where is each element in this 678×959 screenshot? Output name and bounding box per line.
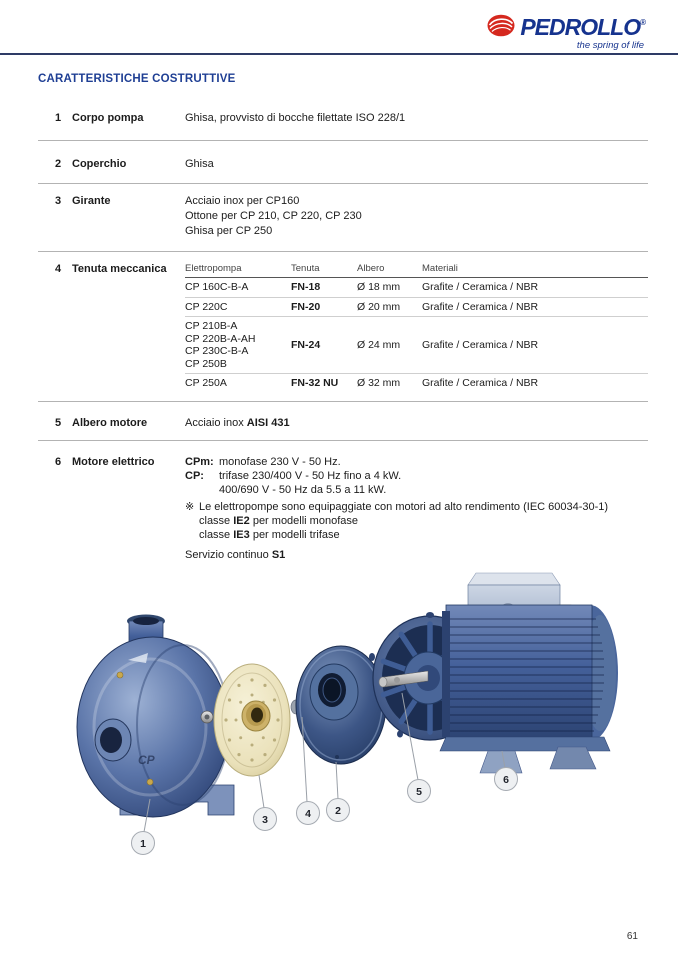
registered-mark: ®: [640, 18, 646, 27]
header-rule: [0, 53, 678, 55]
impeller: [214, 664, 290, 776]
model-cell: CP 220C: [185, 300, 228, 313]
callout-6: [495, 768, 518, 791]
callout-1: [132, 832, 155, 855]
callout-3-label: 3: [262, 814, 268, 826]
spec-description: Acciaio inox AISI 431: [185, 416, 290, 429]
table-row: [185, 317, 648, 374]
efficiency-note: ※ Le elettropompe sono equipaggiate con motori ad alto rendimento (IEC 60034-30-1) classe IE2 per modelli monofase classe IE3 per modelli trifase: [185, 500, 609, 541]
reference-mark: ※: [185, 500, 195, 513]
spec-row-albero-motore: [38, 402, 648, 441]
pump-cast-label: CP: [138, 753, 155, 767]
model-cell: CP 250A: [185, 377, 227, 389]
model-cell: CP 160C-B-A: [185, 281, 249, 293]
spec-line: Ottone per CP 210, CP 220, CP 230: [185, 210, 362, 222]
brand-wordmark: PEDROLLO®: [520, 14, 646, 40]
model-cell: CP 210B-A CP 220B-A-AH CP 230C-B-A CP 250B: [185, 320, 256, 370]
seal-cell: FN-24: [291, 339, 321, 351]
column-header: Materiali: [422, 263, 458, 274]
callout-3: [254, 808, 277, 831]
spec-number: 4: [55, 263, 62, 275]
table-row: [185, 374, 648, 393]
page-number: 61: [626, 931, 638, 942]
spec-label: Corpo pompa: [72, 112, 144, 124]
spec-row-coperchio: [38, 141, 648, 184]
cp-line-2: 400/690 V - 50 Hz da 5.5 a 11 kW.: [219, 483, 387, 496]
callout-2: [327, 799, 350, 822]
pump-cover: [296, 646, 386, 764]
materials-cell: Grafite / Ceramica / NBR: [422, 339, 539, 351]
electric-motor: [440, 573, 618, 773]
pedrollo-swirl-icon: [486, 13, 516, 38]
spec-line: Acciaio inox per CP160: [185, 195, 300, 207]
table-header-row: [185, 262, 648, 278]
spec-line: Ghisa per CP 250: [185, 225, 273, 237]
spec-label: Girante: [72, 195, 111, 207]
spec-row-girante: [38, 184, 648, 252]
callout-5: [408, 780, 431, 803]
callout-4: [297, 802, 320, 825]
shaft-cell: Ø 20 mm: [357, 300, 401, 313]
main-content: [38, 72, 648, 576]
spec-row-motore-elettrico: [38, 441, 648, 576]
spec-number: 3: [55, 195, 62, 207]
mechanical-seal-table: [185, 262, 648, 393]
pedrollo-logo: [486, 11, 646, 39]
spec-description: [185, 194, 648, 239]
column-header: Tenuta: [291, 263, 320, 274]
seal-cell: FN-32 NU: [291, 377, 339, 390]
spec-description: Ghisa, provvisto di bocche filettate ISO 228/1: [185, 112, 406, 124]
spec-number: 2: [55, 158, 62, 170]
shaft-cell: Ø 18 mm: [357, 281, 401, 294]
seal-cell: FN-18: [291, 281, 321, 294]
spec-number: 1: [55, 112, 62, 124]
spec-label: Albero motore: [72, 416, 148, 429]
pump-exploded-diagram: [0, 565, 678, 875]
spec-label: Tenuta meccanica: [72, 263, 167, 275]
spec-description: Ghisa: [185, 158, 214, 170]
spec-row-corpo-pompa: [38, 86, 648, 141]
table-row: [185, 298, 648, 318]
callout-1-label: 1: [140, 838, 146, 850]
shaft-cell: Ø 32 mm: [357, 377, 401, 390]
page-title: CARATTERISTICHE COSTRUTTIVE: [38, 73, 236, 85]
callout-4-label: 4: [305, 808, 311, 820]
spec-number: 6: [55, 455, 62, 468]
spec-number: 5: [55, 416, 62, 429]
spec-row-tenuta-meccanica: [38, 252, 648, 402]
callout-6-label: 6: [503, 774, 509, 786]
seal-cell: FN-20: [291, 300, 321, 313]
service-line: Servizio continuo S1: [185, 548, 286, 561]
materials-cell: Grafite / Ceramica / NBR: [422, 377, 539, 390]
brand-tagline: the spring of life: [576, 40, 644, 51]
column-header: Elettropompa: [185, 263, 242, 274]
materials-cell: Grafite / Ceramica / NBR: [422, 300, 539, 313]
spec-label: Coperchio: [72, 158, 127, 170]
table-body: [185, 278, 648, 393]
cpm-line: CPm: monofase 230 V - 50 Hz.: [185, 455, 341, 468]
materials-cell: Grafite / Ceramica / NBR: [422, 281, 539, 294]
cp-line: CP: trifase 230/400 V - 50 Hz fino a 4 kW.: [185, 469, 402, 482]
callout-5-label: 5: [416, 786, 422, 798]
callout-2-label: 2: [335, 805, 341, 817]
shaft-cell: Ø 24 mm: [357, 339, 401, 351]
table-row: [185, 278, 648, 298]
column-header: Albero: [357, 263, 385, 274]
spec-description: [185, 455, 648, 562]
spec-label: Motore elettrico: [72, 455, 155, 468]
header: [486, 11, 646, 51]
